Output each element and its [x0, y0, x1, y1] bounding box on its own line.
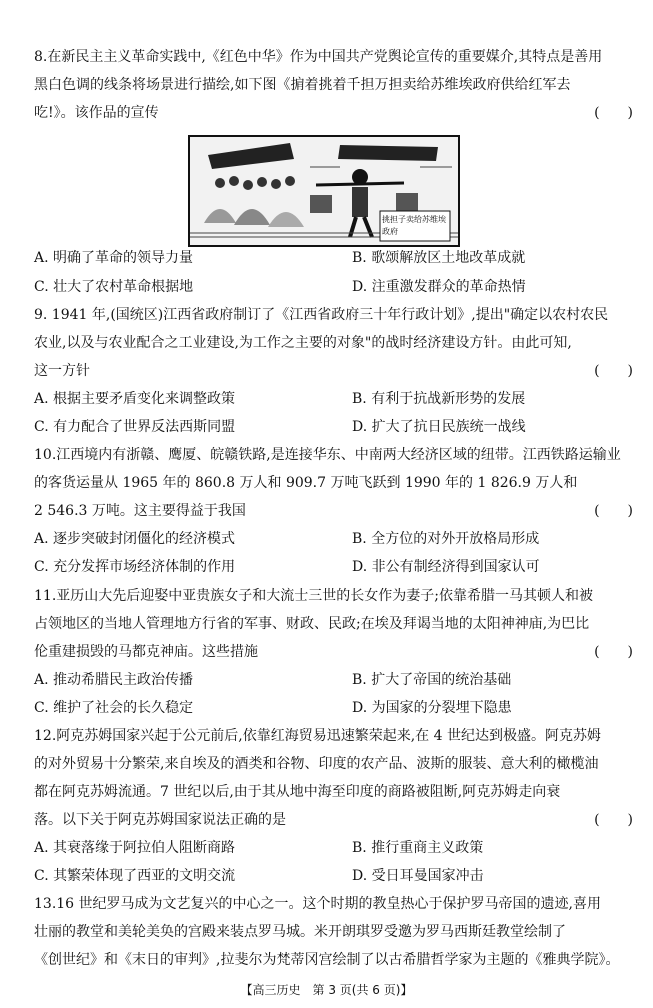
q11-option-a[interactable]: A. 推动希腊民主政治传播 — [34, 672, 194, 688]
q9-stem-line-2: 农业,以及与农业配合之工业建设,为工作之主要的对象"的战时经济建设方针。由此可知, — [34, 335, 572, 351]
q10-stem-line-2: 的客货运量从 1965 年的 860.8 万人和 909.7 万吨飞跃到 1990 年的 1 826.9 万人和 — [34, 475, 578, 491]
q9-answer-paren: ( ) — [594, 363, 633, 379]
q8-stem-line-3: 吃!》。该作品的宣传 — [34, 105, 159, 121]
q8-answer-paren: ( ) — [594, 105, 633, 121]
q9-option-d[interactable]: D. 扩大了抗日民族统一战线 — [352, 419, 526, 435]
q9-stem-line-1: 9. 1941 年,(国统区)江西省政府制订了《江西省政府三十年行政计划》,提出"确定以农村农民 — [34, 307, 609, 323]
q12-stem-line-4: 落。以下关于阿克苏姆国家说法正确的是 — [34, 812, 286, 828]
q8-option-b[interactable]: B. 歌颂解放区土地改革成就 — [352, 250, 526, 266]
q10-option-b[interactable]: B. 全方位的对外开放格局形成 — [352, 531, 540, 547]
q8-woodcut-illustration — [188, 135, 460, 247]
q13-stem-line-2: 壮丽的教堂和美轮美奂的宫殿来装点罗马城。米开朗琪罗受邀为罗马西斯廷教堂绘制了 — [34, 924, 566, 940]
q11-stem-line-3: 伦重建损毁的马都克神庙。这些措施 — [34, 644, 258, 660]
q10-option-d[interactable]: D. 非公有制经济得到国家认可 — [352, 559, 540, 575]
q9-option-c[interactable]: C. 有力配合了世界反法西斯同盟 — [34, 419, 236, 435]
q12-stem-line-3: 都在阿克苏姆流通。7 世纪以后,由于其从地中海至印度的商路被阻断,阿克苏姆走向衰 — [34, 784, 561, 800]
q11-stem-line-2: 占领地区的当地人管理地方行省的军事、财政、民政;在埃及拜谒当地的太阳神神庙,为巴比 — [34, 616, 590, 632]
q10-option-c[interactable]: C. 充分发挥市场经济体制的作用 — [34, 559, 236, 575]
q8-option-a[interactable]: A. 明确了革命的领导力量 — [34, 250, 194, 266]
q12-answer-paren: ( ) — [594, 812, 633, 828]
q12-stem-line-2: 的对外贸易十分繁荣,来自埃及的酒类和谷物、印度的农产品、波斯的服装、意大利的橄榄油 — [34, 756, 599, 772]
q11-stem-line-1: 11.亚历山大先后迎娶中亚贵族女子和大流士三世的长女作为妻子;依靠希腊一马其顿人和被 — [34, 588, 593, 604]
q12-option-d[interactable]: D. 受日耳曼国家冲击 — [352, 868, 484, 884]
q9-option-b[interactable]: B. 有利于抗战新形势的发展 — [352, 391, 526, 407]
q10-answer-paren: ( ) — [594, 503, 633, 519]
q12-option-b[interactable]: B. 推行重商主义政策 — [352, 840, 484, 856]
q10-stem-line-1: 10.江西境内有浙赣、鹰厦、皖赣铁路,是连接华东、中南两大经济区域的纽带。江西铁路运输业 — [34, 447, 621, 463]
q12-option-a[interactable]: A. 其衰落缘于阿拉伯人阻断商路 — [34, 840, 236, 856]
page-footer: 【高三历史 第 3 页(共 6 页)】 — [240, 983, 413, 997]
q8-illustration-caption: 挑担子卖给苏维埃政府 — [382, 215, 446, 236]
q12-stem-line-1: 12.阿克苏姆国家兴起于公元前后,依靠红海贸易迅速繁荣起来,在 4 世纪达到极盛。阿克苏姆 — [34, 728, 601, 744]
q9-stem-line-3: 这一方针 — [34, 363, 90, 379]
q11-option-c[interactable]: C. 维护了社会的长久稳定 — [34, 700, 194, 716]
q8-stem-line-2: 黑白色调的线条将场景进行描绘,如下图《掮着挑着千担万担卖给苏维埃政府供给红军去 — [34, 77, 571, 93]
q13-stem-line-1: 13.16 世纪罗马成为文艺复兴的中心之一。这个时期的教皇热心于保护罗马帝国的遗迹,喜用 — [34, 896, 601, 912]
q12-option-c[interactable]: C. 其繁荣体现了西亚的文明交流 — [34, 868, 236, 884]
q8-option-d[interactable]: D. 注重激发群众的革命热情 — [352, 279, 526, 295]
q8-option-c[interactable]: C. 壮大了农村革命根据地 — [34, 279, 194, 295]
q11-answer-paren: ( ) — [594, 644, 633, 660]
q11-option-d[interactable]: D. 为国家的分裂埋下隐患 — [352, 700, 512, 716]
q8-stem-line-1: 8.在新民主主义革命实践中,《红色中华》作为中国共产党舆论宣传的重要媒介,其特点是善用 — [34, 49, 603, 65]
q10-stem-line-3: 2 546.3 万吨。这主要得益于我国 — [34, 503, 246, 519]
q9-option-a[interactable]: A. 根据主要矛盾变化来调整政策 — [34, 391, 236, 407]
q11-option-b[interactable]: B. 扩大了帝国的统治基础 — [352, 672, 512, 688]
q10-option-a[interactable]: A. 逐步突破封闭僵化的经济模式 — [34, 531, 236, 547]
q13-stem-line-3: 《创世纪》和《末日的审判》,拉斐尔为梵蒂冈宫绘制了以古希腊哲学家为主题的《雅典学院》。 — [34, 952, 620, 968]
